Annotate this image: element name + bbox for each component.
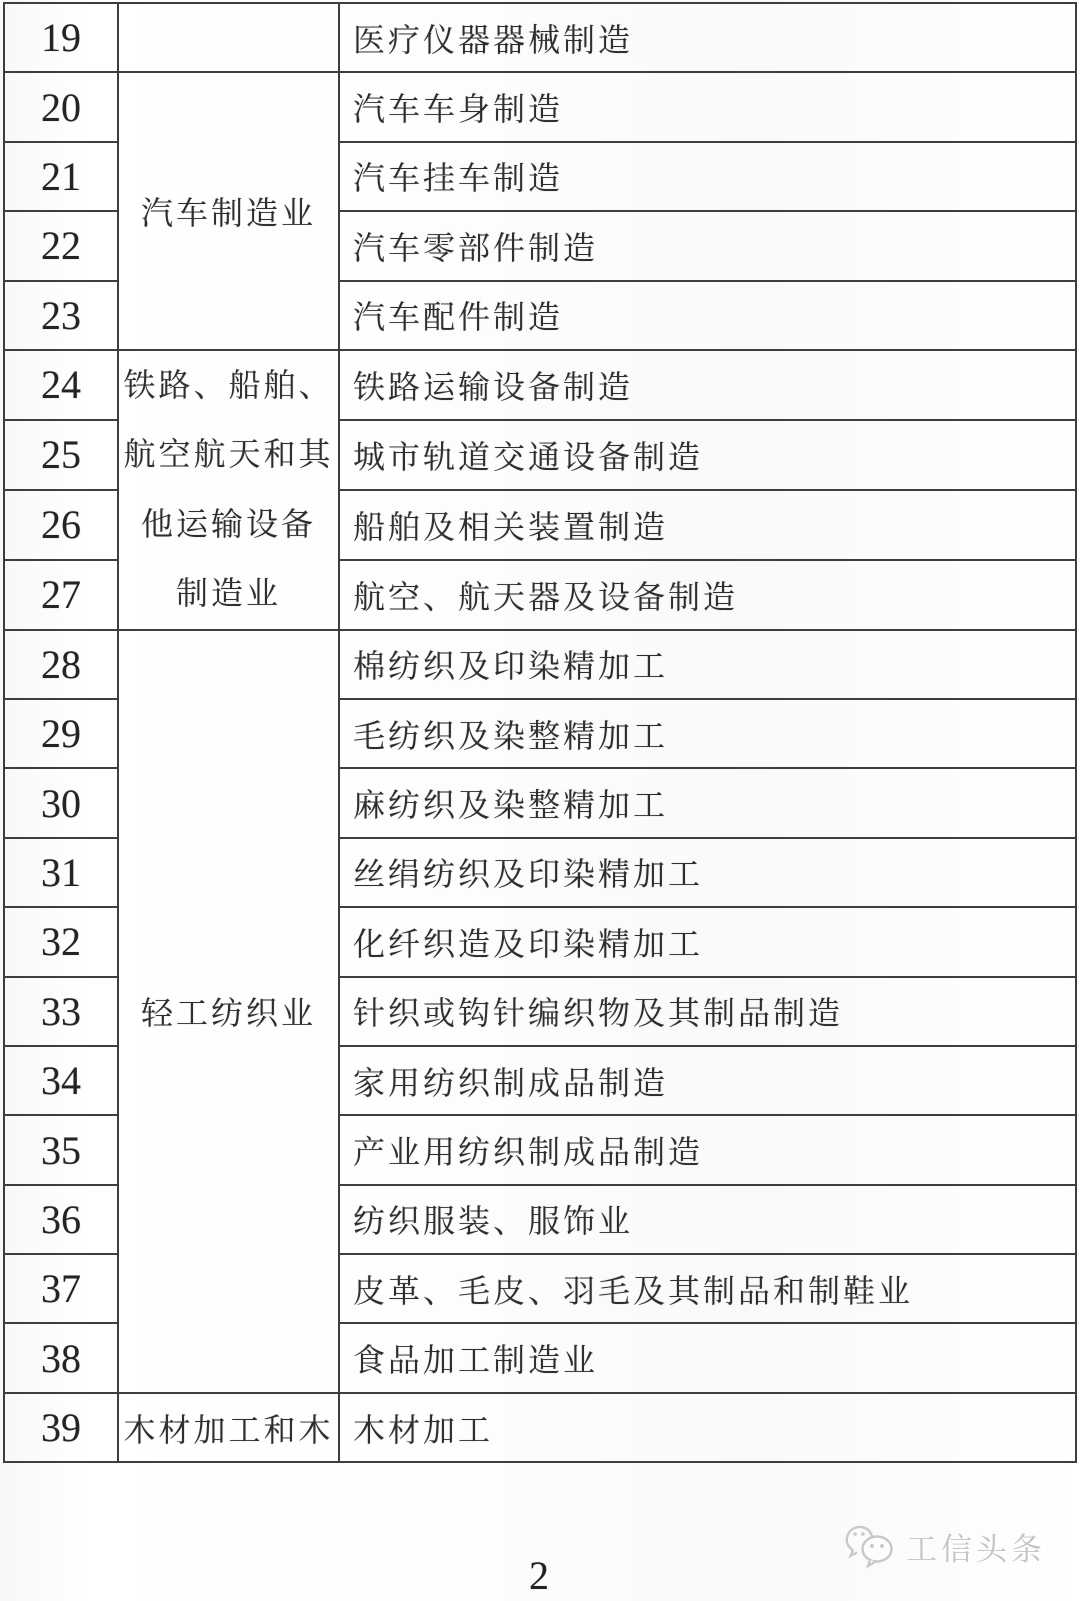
table-row (4, 350, 1076, 420)
category-line: 他运输设备 (140, 505, 316, 542)
row-number: 31 (4, 838, 118, 907)
industry-item: 铁路运输设备制造 (339, 350, 1076, 420)
industry-item: 医疗仪器器械制造 (339, 3, 1076, 72)
row-number: 38 (4, 1323, 118, 1392)
table-row (4, 72, 1076, 141)
row-number: 34 (4, 1046, 118, 1115)
industry-item: 船舶及相关装置制造 (339, 490, 1076, 560)
row-number: 21 (4, 142, 118, 211)
industry-item: 汽车车身制造 (339, 72, 1076, 141)
category-cell-wood: 木材加工和木 (118, 1393, 339, 1462)
industry-table (3, 2, 1077, 1463)
industry-item: 皮革、毛皮、羽毛及其制品和制鞋业 (339, 1254, 1076, 1323)
industry-item: 丝绢纺织及印染精加工 (339, 838, 1076, 907)
industry-item: 棉纺织及印染精加工 (339, 630, 1076, 699)
row-number: 39 (4, 1393, 118, 1462)
row-number: 25 (4, 420, 118, 490)
industry-item: 汽车挂车制造 (339, 142, 1076, 211)
industry-item: 汽车零部件制造 (339, 211, 1076, 280)
row-number: 36 (4, 1185, 118, 1254)
watermark-label: 工信头条 (906, 1531, 1046, 1567)
industry-item: 麻纺织及染整精加工 (339, 768, 1076, 837)
industry-item: 航空、航天器及设备制造 (339, 560, 1076, 630)
industry-item: 家用纺织制成品制造 (339, 1046, 1076, 1115)
table-row (4, 1393, 1076, 1462)
row-number: 23 (4, 281, 118, 350)
row-number: 26 (4, 490, 118, 560)
row-number: 33 (4, 977, 118, 1046)
industry-item: 食品加工制造业 (339, 1323, 1076, 1392)
industry-item: 化纤织造及印染精加工 (339, 907, 1076, 976)
table-row (4, 630, 1076, 699)
watermark (844, 1522, 1046, 1570)
row-number: 32 (4, 907, 118, 976)
row-number: 28 (4, 630, 118, 699)
row-number: 27 (4, 560, 118, 630)
industry-item: 针织或钩针编织物及其制品制造 (339, 977, 1076, 1046)
table-row (4, 3, 1076, 72)
category-line: 制造业 (175, 575, 281, 612)
row-number: 37 (4, 1254, 118, 1323)
row-number: 24 (4, 350, 118, 420)
category-line: 铁路、船舶、 (123, 366, 334, 403)
page-number: 2 (529, 1553, 549, 1598)
category-line: 航空航天和其 (123, 436, 334, 473)
row-number: 29 (4, 699, 118, 768)
industry-item: 产业用纺织制成品制造 (339, 1115, 1076, 1184)
row-number: 20 (4, 72, 118, 141)
category-cell-auto: 汽车制造业 (118, 72, 339, 350)
row-number: 22 (4, 211, 118, 280)
industry-item: 木材加工 (339, 1393, 1076, 1462)
industry-item: 纺织服装、服饰业 (339, 1185, 1076, 1254)
row-number: 30 (4, 768, 118, 837)
wechat-bubbles-icon (844, 1522, 898, 1570)
category-cell-light-textile: 轻工纺织业 (118, 630, 339, 1393)
industry-item: 汽车配件制造 (339, 281, 1076, 350)
industry-item: 城市轨道交通设备制造 (339, 420, 1076, 490)
row-number: 35 (4, 1115, 118, 1184)
row-number: 19 (4, 3, 118, 72)
industry-item: 毛纺织及染整精加工 (339, 699, 1076, 768)
category-cell-empty (118, 3, 339, 72)
category-cell-rail-ship-aero (118, 350, 339, 630)
